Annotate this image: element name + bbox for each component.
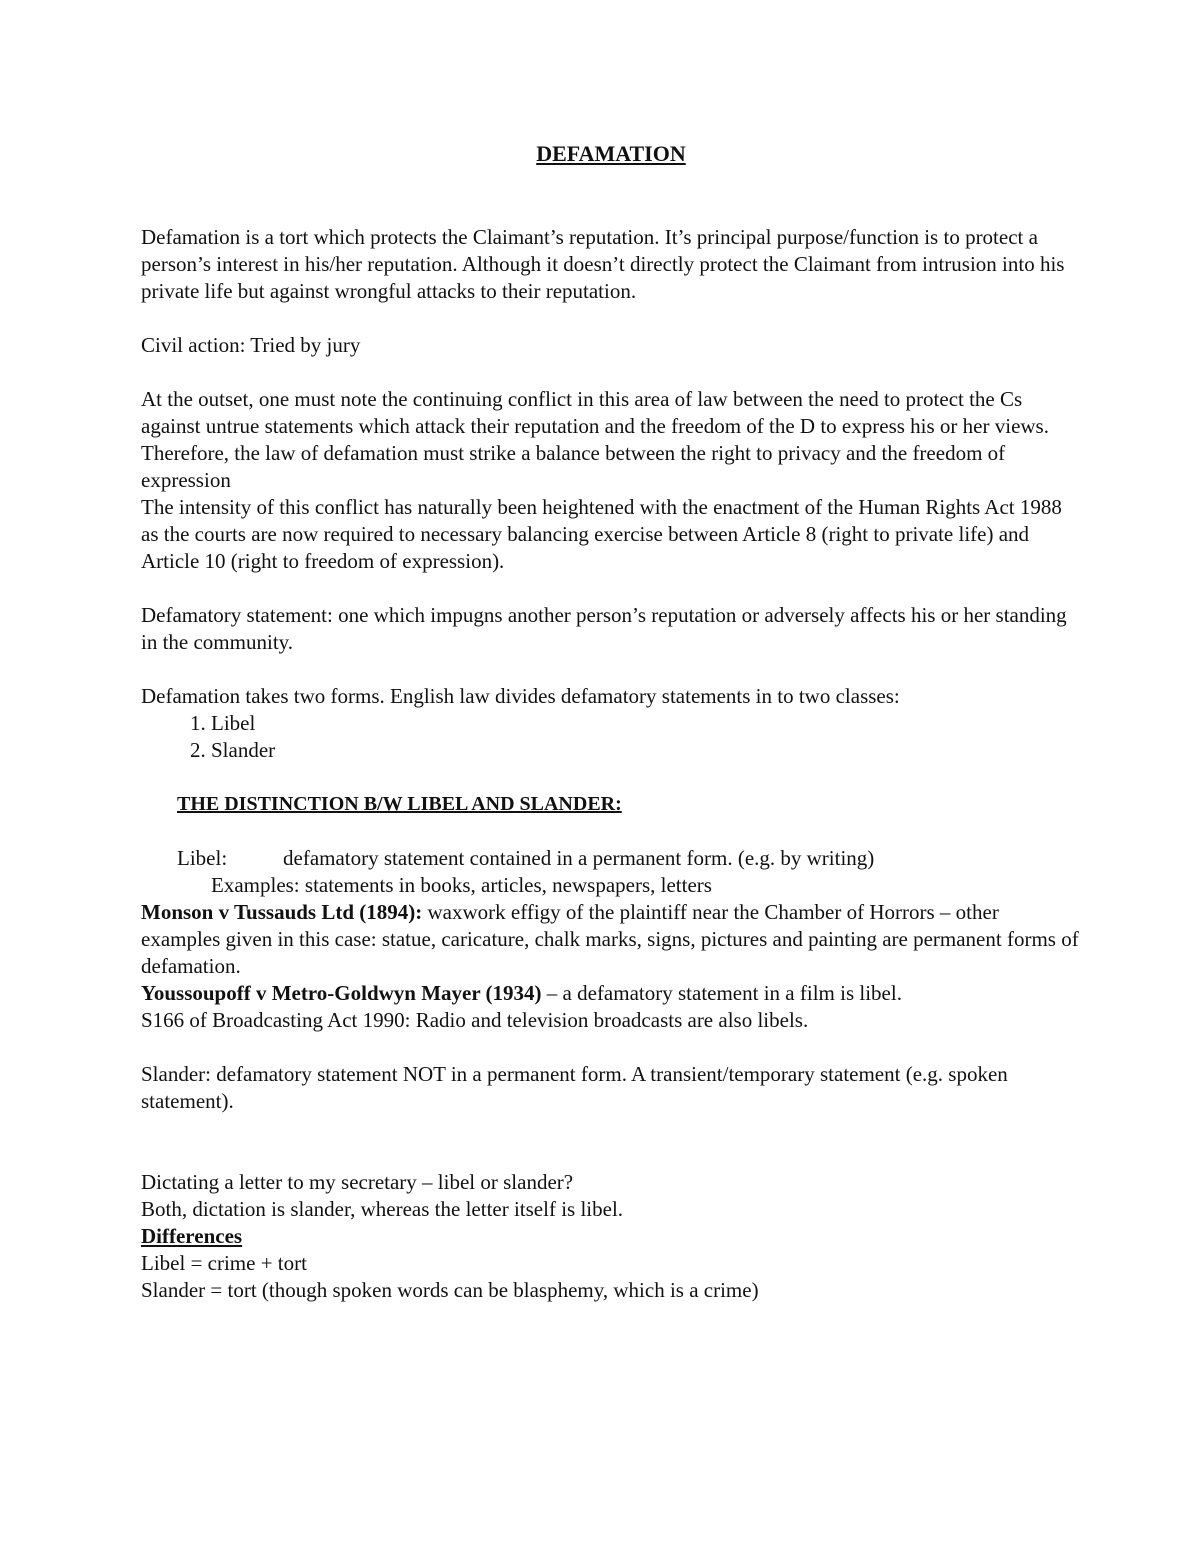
slander-equation: Slander = tort (though spoken words can be blasphemy, which is a crime) xyxy=(141,1278,759,1302)
youssoupoff-case-paragraph xyxy=(141,980,1081,1007)
spacer xyxy=(141,575,1081,602)
list-item-slander: 2. Slander xyxy=(211,737,1081,764)
document-body xyxy=(141,140,1081,1304)
spacer xyxy=(141,305,1081,332)
spacer xyxy=(141,359,1081,386)
libel-definition-text: defamatory statement contained in a permanent form. (e.g. by writing) xyxy=(283,846,875,870)
spacer xyxy=(141,764,1081,791)
s166-paragraph: S166 of Broadcasting Act 1990: Radio and television broadcasts are also libels. xyxy=(141,1008,809,1032)
spacer xyxy=(141,1034,1081,1061)
conflict-paragraph: At the outset, one must note the continuing conflict in this area of law between the need to protect the Cs against untrue statements which attack their reputation and the freedom of the D to express his or her views. xyxy=(141,387,1049,438)
libel-label: Libel: xyxy=(177,846,228,870)
differences-heading: Differences xyxy=(141,1224,243,1248)
distinction-heading: THE DISTINCTION B/W LIBEL AND SLANDER: xyxy=(177,793,622,815)
monson-case-text: waxwork effigy of the plaintiff near the Chamber of Horrors – other examples given in this case: statue, caricature, chalk marks, signs, pictures and painting are permanent forms of defamation. xyxy=(141,900,1079,978)
forms-list xyxy=(141,710,1081,764)
defamatory-statement-paragraph: Defamatory statement: one which impugns another person’s reputation or adversely affects his or her standing in the community. xyxy=(141,603,1067,654)
libel-examples: Examples: statements in books, articles, newspapers, letters xyxy=(211,873,712,897)
intro-paragraph: Defamation is a tort which protects the Claimant’s reputation. It’s principal purpose/function is to protect a person’s interest in his/her reputation. Although it doesn’t directly protect the Claimant from intrusion into his private life but against wrongful attacks to their reputation. xyxy=(141,225,1065,303)
monson-case-name: Monson v Tussauds Ltd (1894): xyxy=(141,900,423,924)
civil-action-line: Civil action: Tried by jury xyxy=(141,333,361,357)
spacer xyxy=(141,1115,1081,1169)
spacer xyxy=(141,818,1081,845)
question-line: Dictating a letter to my secretary – libel or slander? xyxy=(141,1170,574,1194)
spacer xyxy=(141,656,1081,683)
libel-definition xyxy=(177,845,1081,872)
answer-line: Both, dictation is slander, whereas the letter itself is libel. xyxy=(141,1197,624,1221)
slander-paragraph: Slander: defamatory statement NOT in a permanent form. A transient/temporary statement (e.g. spoken statement). xyxy=(141,1062,1008,1113)
youssoupoff-case-name: Youssoupoff v Metro-Goldwyn Mayer (1934) xyxy=(141,981,542,1005)
libel-equation: Libel = crime + tort xyxy=(141,1251,307,1275)
two-forms-paragraph: Defamation takes two forms. English law divides defamatory statements in to two classes: xyxy=(141,684,900,708)
intensity-paragraph: The intensity of this conflict has naturally been heightened with the enactment of the Human Rights Act 1988 as the courts are now required to necessary balancing exercise between Article 8 (right to private life) and Article 10 (right to freedom of expression). xyxy=(141,495,1062,573)
balance-paragraph: Therefore, the law of defamation must strike a balance between the right to privacy and the freedom of expression xyxy=(141,441,1006,492)
monson-case-paragraph xyxy=(141,899,1081,980)
list-item-libel: 1. Libel xyxy=(211,710,1081,737)
youssoupoff-case-text: – a defamatory statement in a film is libel. xyxy=(541,981,902,1005)
page-title: DEFAMATION xyxy=(536,141,686,166)
